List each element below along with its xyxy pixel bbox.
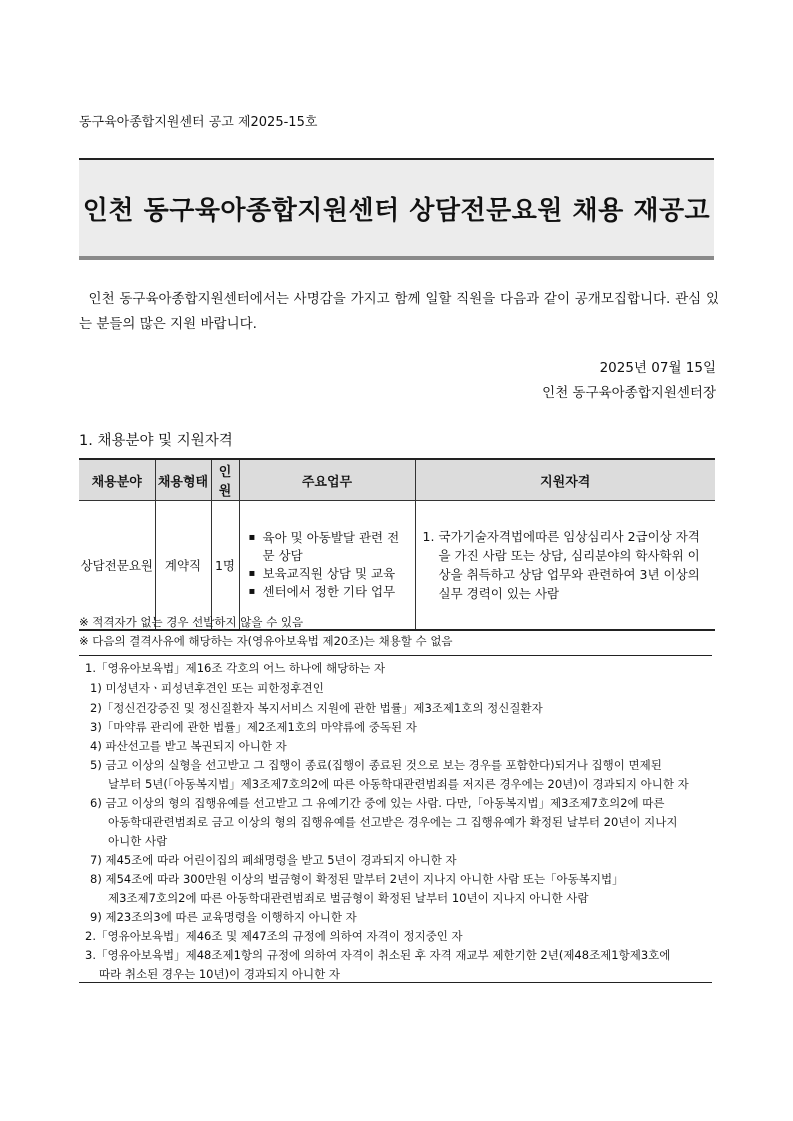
col-header-duties: 주요업무 <box>239 459 415 501</box>
cell-count: 1명 <box>211 501 239 631</box>
disq-line: 6) 금고 이상의 형의 집행유예를 선고받고 그 유예기간 중에 있는 사람. 다만,「아동복지법」제3조제7호의2에 따른 <box>90 796 665 810</box>
duty-item: ▪ 보육교직원 상담 및 교육 <box>249 565 410 583</box>
disq-line: 따라 취소된 경우는 10년)이 경과되지 아니한 자 <box>99 967 341 981</box>
duty-item: ▪ 센터에서 정한 기타 업무 <box>249 583 410 601</box>
cell-qualification <box>415 501 715 631</box>
disq-line: 4) 파산선고를 받고 복권되지 아니한 자 <box>90 739 287 753</box>
disq-line: 2)「정신건강증진 및 정신질환자 복지서비스 지원에 관한 법률」제3조제1호의 정신질환자 <box>90 701 543 715</box>
section-title: 1. 채용분야 및 지원자격 <box>79 433 233 449</box>
disq-line: 1) 미성년자ㆍ피성년후견인 또는 피한정후견인 <box>90 681 324 695</box>
disq-line: 제3조제7호의2에 따른 아동학대관련범죄로 벌금형이 확정된 날부터 10년이 지나지 아니한 사람 <box>108 891 589 905</box>
disq-line: 아동학대관련범죄로 금고 이상의 형의 집행유예를 선고받은 경우에는 그 집행유예가 확정된 날부터 20년이 지나지 <box>108 815 678 829</box>
intro-paragraph: 인천 동구육아종합지원센터에서는 사명감을 가지고 함께 일할 직원을 다음과 같이 공개모집합니다. 관심 있는 분들의 많은 지원 바랍니다. <box>79 291 719 332</box>
disq-line: 8) 제54조에 따라 300만원 이상의 벌금형이 확정된 말부터 2년이 지나지 아니한 사람 또는「아동복지법」 <box>90 872 624 886</box>
issuer: 인천 동구육아종합지원센터장 <box>542 385 716 401</box>
disq-line: 1.「영유아보육법」제16조 각호의 어느 하나에 해당하는 자 <box>85 661 386 675</box>
col-header-count: 인원 <box>211 459 239 501</box>
note-disqualification: ※ 다음의 결격사유에 해당하는 자(영유아보육법 제20조)는 채용할 수 없음 <box>79 634 453 648</box>
disq-line: 3)「마약류 관리에 관한 법률」제2조제1호의 마약류에 중독된 자 <box>90 720 417 734</box>
title-box <box>79 158 714 260</box>
disqualification-box <box>79 655 712 983</box>
duties-list <box>241 529 414 601</box>
cell-field: 상담전문요원 <box>79 501 155 631</box>
cell-type: 계약직 <box>155 501 211 631</box>
cell-duties <box>239 501 415 631</box>
col-header-qualification: 지원자격 <box>415 459 715 501</box>
duty-item: ▪ 육아 및 아동발달 관련 전문 상담 <box>249 529 410 565</box>
disq-line: 9) 제23조의3에 따른 교육명령을 이행하지 아니한 자 <box>90 910 357 924</box>
recruitment-table <box>79 458 715 631</box>
disq-line: 7) 제45조에 따라 어린이집의 폐쇄명령을 받고 5년이 경과되지 아니한 자 <box>90 853 457 867</box>
disq-line: 5) 금고 이상의 실형을 선고받고 그 집행이 종료(집행이 종료된 것으로 보는 경우를 포함한다)되거나 집행이 면제된 <box>90 758 662 772</box>
disq-line: 아니한 사람 <box>108 834 168 848</box>
col-header-type: 채용형태 <box>155 459 211 501</box>
disq-line: 3.「영유아보육법」제48조제1항의 규정에 의하여 자격이 취소된 후 자격 재교부 제한기한 2년(제48조제1항제3호에 <box>85 948 671 962</box>
col-header-field: 채용분야 <box>79 459 155 501</box>
qualification-item <box>423 527 709 603</box>
notice-date: 2025년 07월 15일 <box>599 360 716 376</box>
disq-line: 날부터 5년(「아동복지법」제3조제7호의2에 따른 아동학대관련범죄를 저지른 경우에는 20년)이 경과되지 아니한 자 <box>108 777 689 791</box>
qualification-text: 국가기술자격법에따른 임상심리사 2급이상 자격을 가진 사람 또는 상담, 심리분야의 학사학위 이상을 취득하고 상담 업무와 관련하여 3년 이상의 실무 경력이 있는 사람 <box>438 529 700 601</box>
table-header-row <box>79 459 715 501</box>
disq-line: 2.「영유아보육법」제46조 및 제47조의 규정에 의하여 자격이 정지중인 자 <box>85 929 463 943</box>
qualification-list <box>417 527 715 603</box>
qualification-number: 1. <box>422 529 435 544</box>
page-title: 인천 동구육아종합지원센터 상담전문요원 채용 재공고 <box>82 195 711 226</box>
table-row <box>79 501 715 631</box>
notice-number: 동구육아종합지원센터 공고 제2025-15호 <box>79 115 318 130</box>
note-no-candidate: ※ 적격자가 없는 경우 선발하지 않을 수 있음 <box>79 615 304 629</box>
